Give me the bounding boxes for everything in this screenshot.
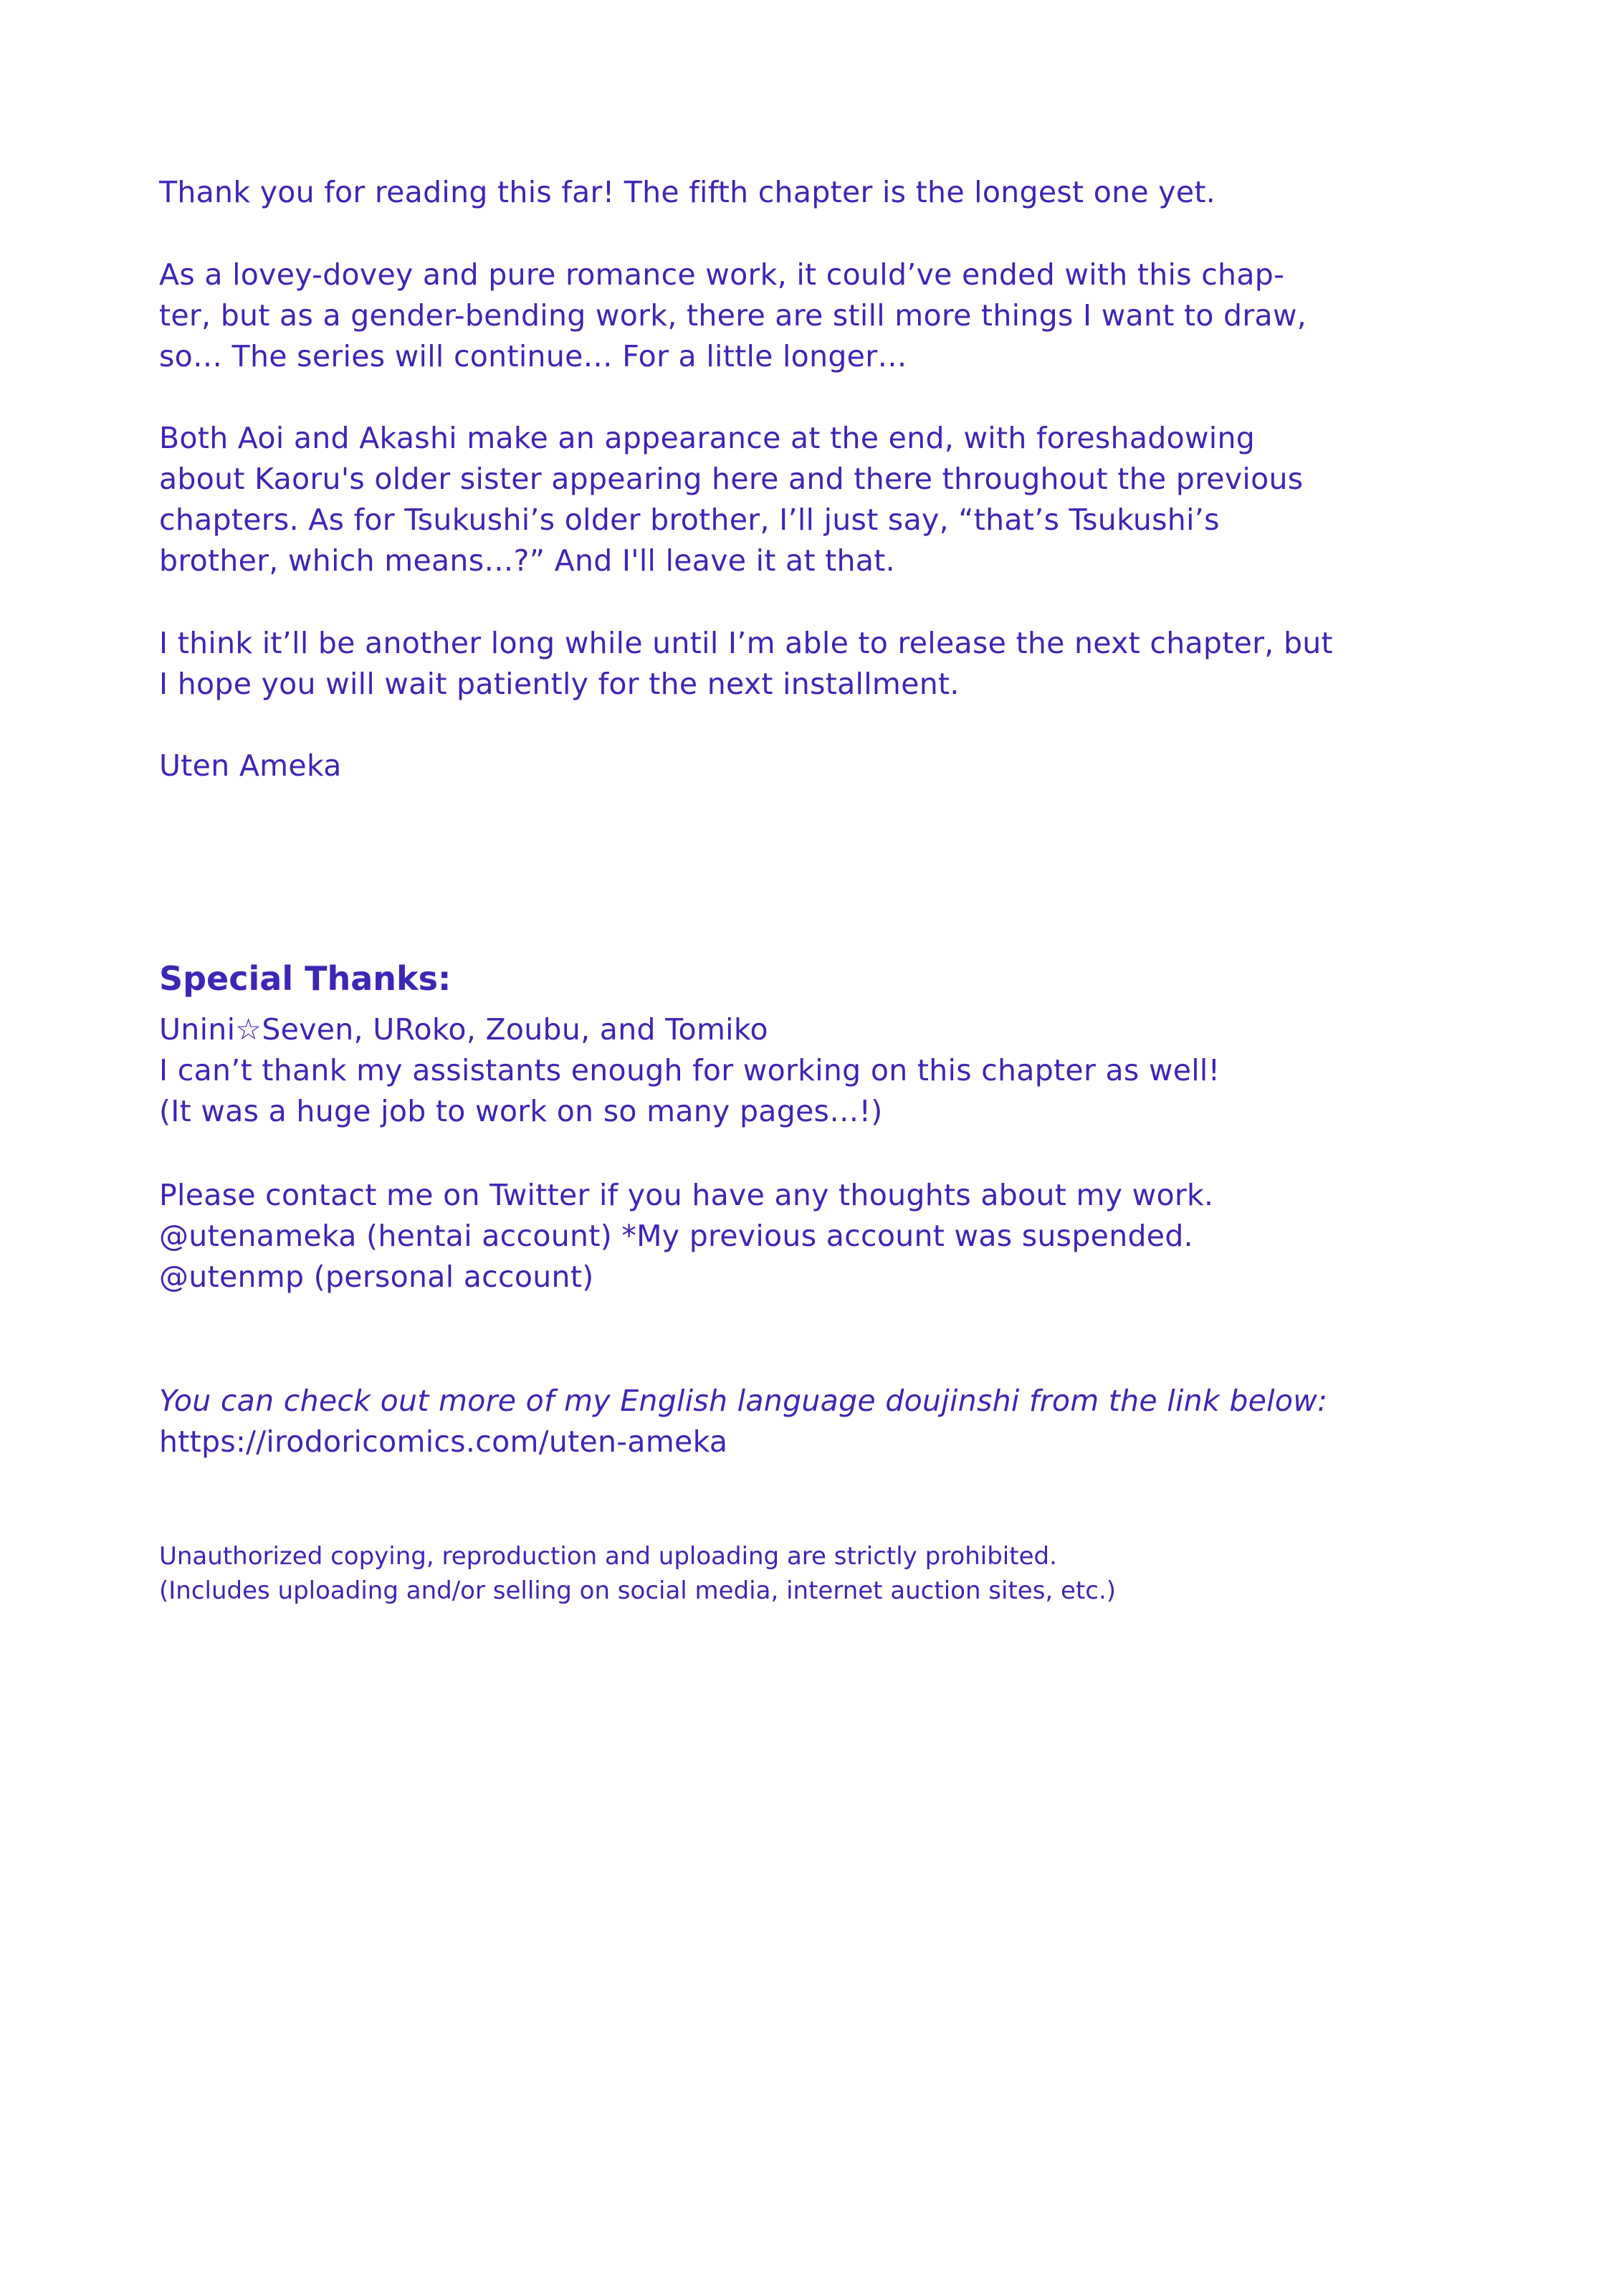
afterword-paragraph-3 [159, 418, 1485, 581]
author-signature [159, 746, 1485, 786]
text-line: about Kaoru's older sister appearing here and there throughout the previous [159, 462, 1304, 496]
text-line: chapters. As for Tsukushi’s older brother, I’ll just say, “that’s Tsukushi’s [159, 503, 1220, 537]
twitter-handle-personal: @utenmp (personal account) [159, 1260, 594, 1294]
afterword-paragraph-4 [159, 623, 1485, 705]
assistants-names: Unini☆Seven, URoko, Zoubu, and Tomiko [159, 1012, 768, 1047]
text-line: brother, which means…?” And I'll leave it at that. [159, 543, 895, 578]
text-line: I hope you will wait patiently for the next installment. [159, 667, 960, 701]
contact-section [159, 1175, 1485, 1298]
text-line: I can’t thank my assistants enough for working on this chapter as well! [159, 1053, 1221, 1087]
text-line: As a lovey-dovey and pure romance work, it could’ve ended with this chap- [159, 257, 1285, 292]
text-line: Thank you for reading this far! The fifth chapter is the longest one yet. [159, 175, 1216, 209]
afterword-paragraph-1 [159, 172, 1485, 213]
text-line: I think it’ll be another long while until I’m able to release the next chapter, but [159, 626, 1333, 660]
text-line: Both Aoi and Akashi make an appearance at the end, with foreshadowing [159, 421, 1256, 455]
more-works-section [159, 1381, 1485, 1462]
notice-line: Unauthorized copying, reproduction and uploading are strictly prohibited. [159, 1542, 1057, 1571]
text-line: so… The series will continue… For a little longer… [159, 339, 907, 373]
copyright-notice [159, 1539, 1485, 1608]
special-thanks-section [159, 958, 1485, 1132]
twitter-handle-hentai: @utenameka (hentai account) *My previous account was suspended. [159, 1219, 1193, 1253]
notice-line: (Includes uploading and/or selling on social media, internet auction sites, etc.) [159, 1576, 1117, 1605]
text-line: ter, but as a gender-bending work, there are still more things I want to draw, [159, 298, 1307, 333]
afterword-paragraph-2 [159, 254, 1485, 377]
text-line: Please contact me on Twitter if you have any thoughts about my work. [159, 1178, 1214, 1212]
text-line: (It was a huge job to work on so many pages…!) [159, 1094, 883, 1128]
irodori-link[interactable]: https://irodoricomics.com/uten-ameka [159, 1424, 728, 1459]
signature-text: Uten Ameka [159, 748, 342, 783]
more-works-note: You can check out more of my English language doujinshi from the link below: [159, 1384, 1328, 1418]
special-thanks-heading: Special Thanks: [159, 959, 452, 998]
